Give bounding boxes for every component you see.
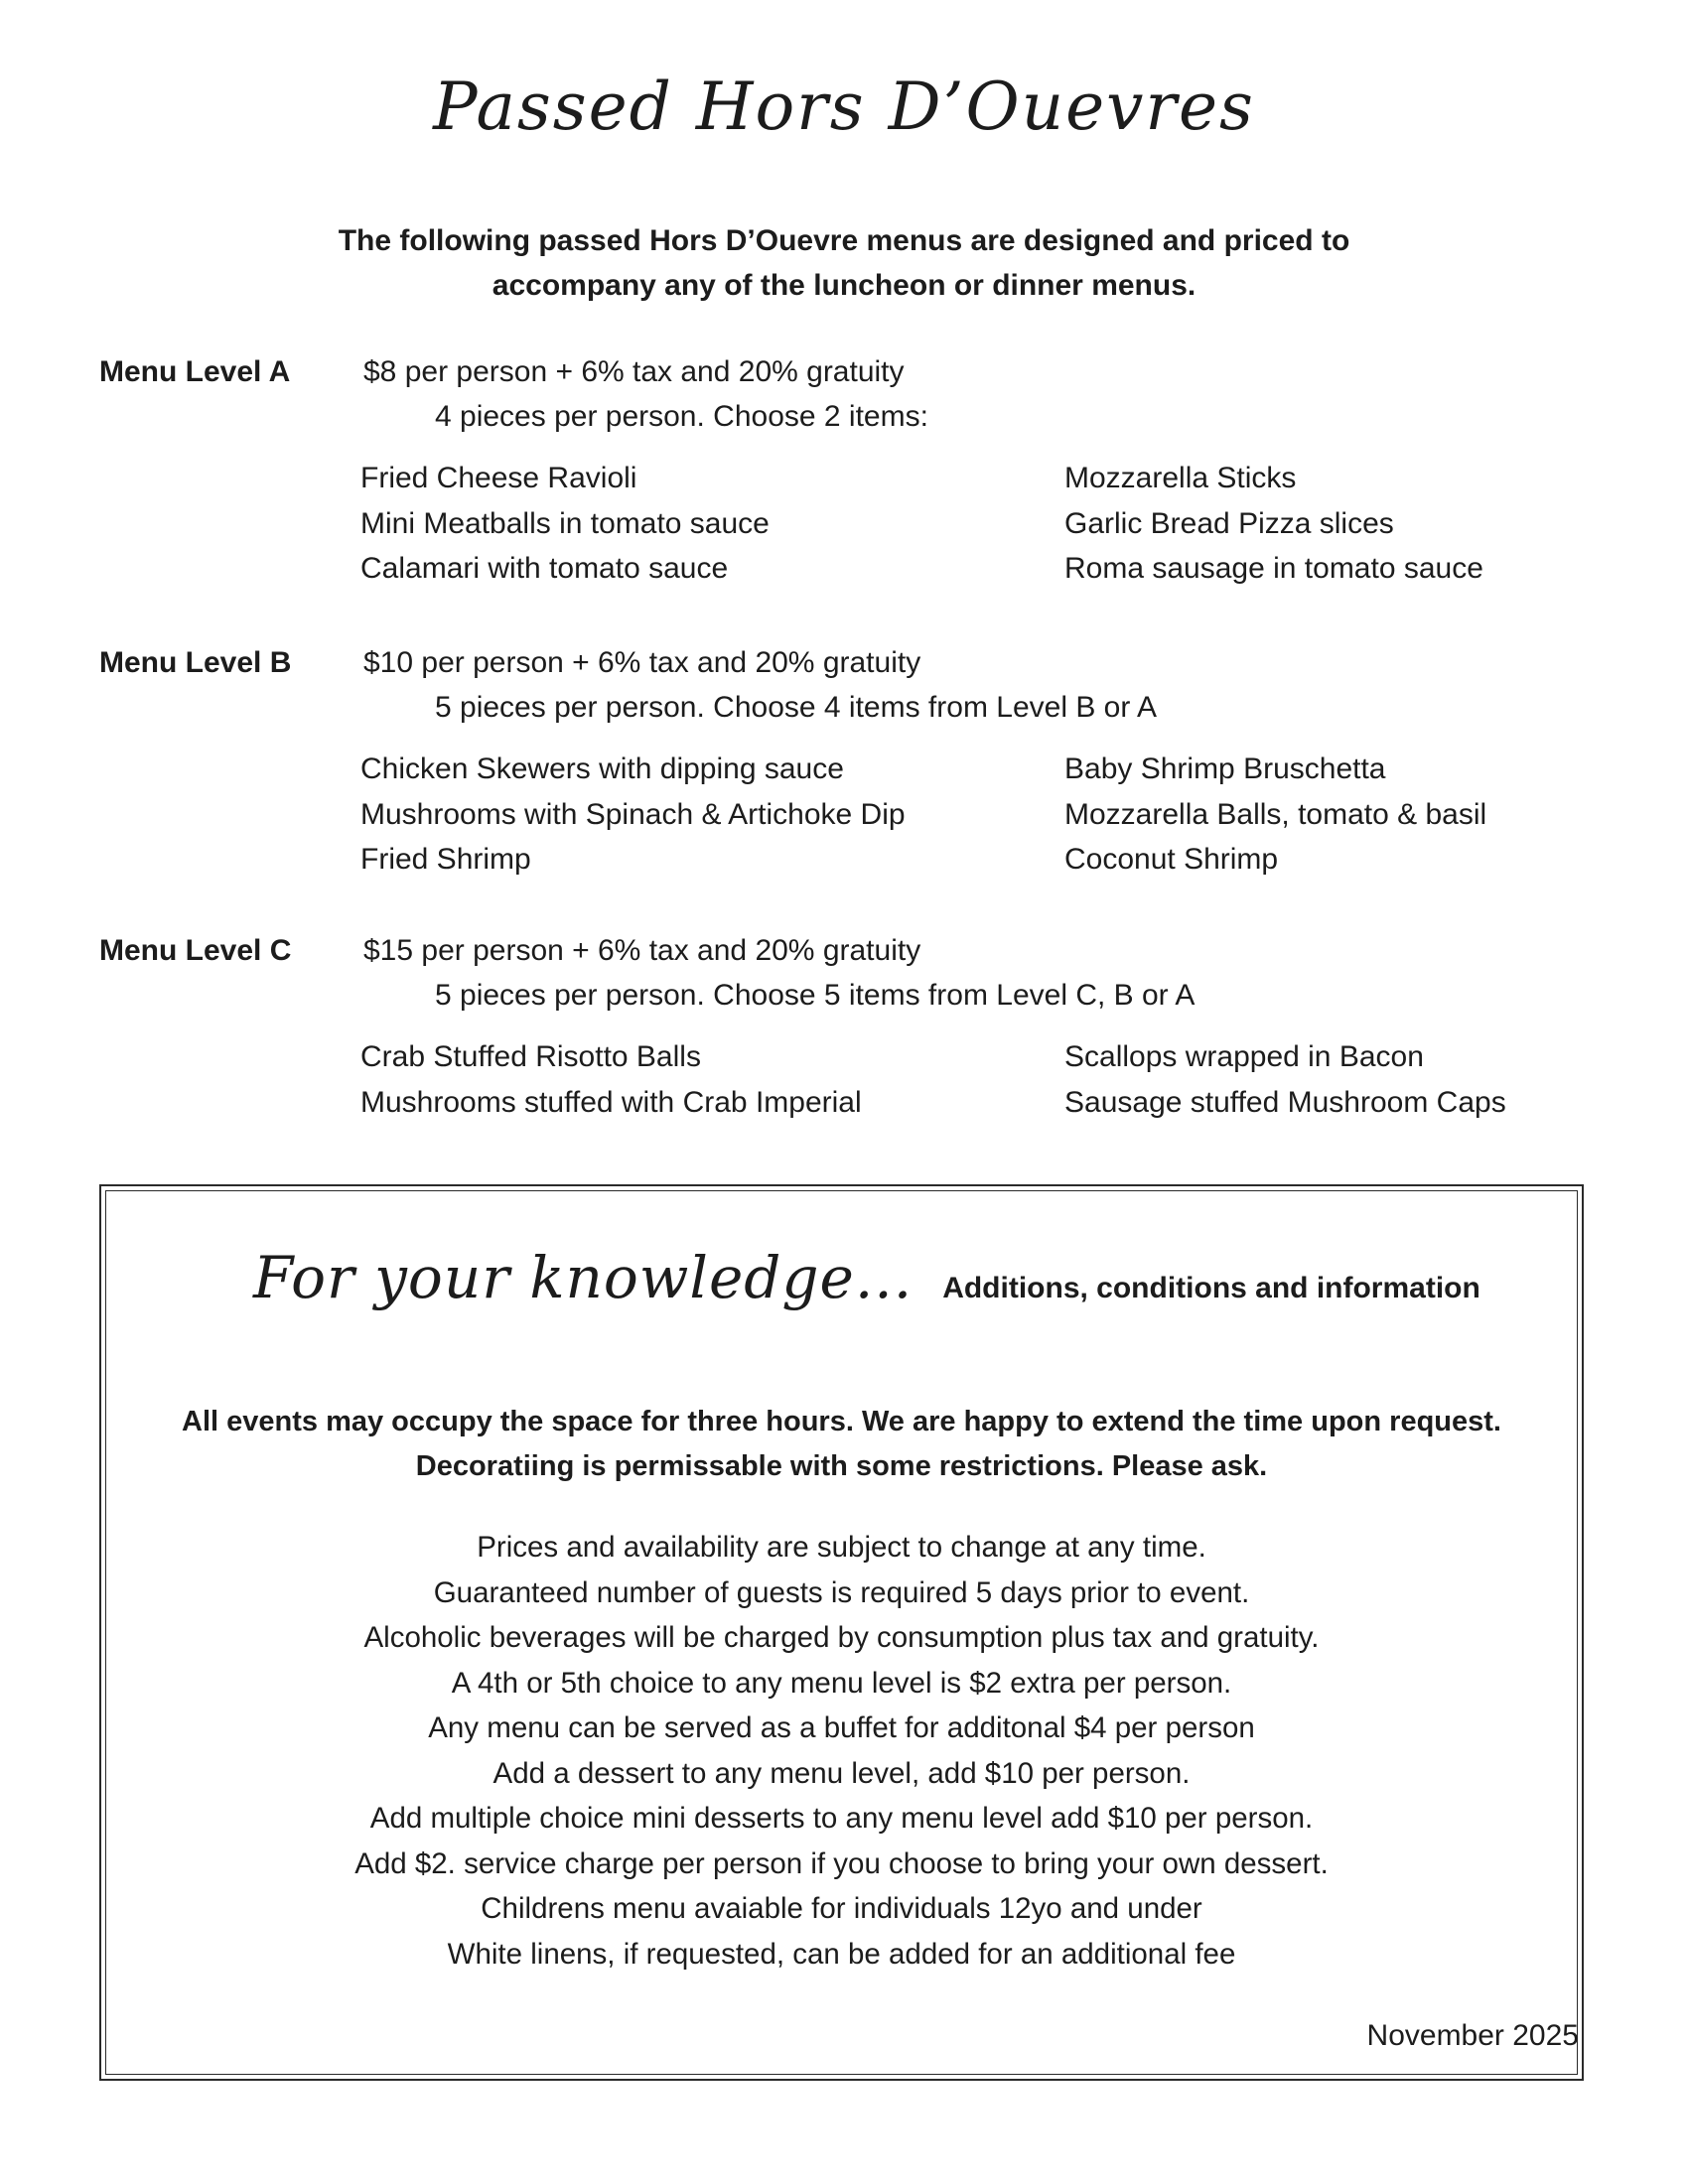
condition-line: Any menu can be served as a buffet for additonal $4 per person — [428, 1711, 1255, 1744]
condition-line: Alcoholic beverages will be charged by consumption plus tax and gratuity. — [363, 1621, 1320, 1654]
intro-line-2: accompany any of the luncheon or dinner menus. — [492, 269, 1196, 302]
page-title: Passed Hors D’Ouevres — [433, 68, 1255, 145]
menu-item: Baby Shrimp Bruschetta — [1064, 752, 1386, 785]
condition-line: White linens, if requested, can be added for an additional fee — [447, 1937, 1236, 1971]
menu-level-b-items-right — [1064, 747, 1486, 883]
menu-item: Scallops wrapped in Bacon — [1064, 1040, 1424, 1073]
menu-item: Calamari with tomato sauce — [360, 552, 729, 585]
bold-note-line-2: Decoratiing is permissable with some restrictions. Please ask. — [415, 1450, 1268, 1482]
menu-level-b-choice: 5 pieces per person. Choose 4 items from Level B or A — [435, 691, 1158, 724]
menu-level-c-price: $15 per person + 6% tax and 20% gratuity — [363, 934, 921, 967]
condition-line: Guaranteed number of guests is required 5 days prior to event. — [433, 1575, 1250, 1609]
menu-item: Mushrooms with Spinach & Artichoke Dip — [360, 797, 906, 831]
menu-item: Roma sausage in tomato sauce — [1064, 552, 1483, 585]
info-box-heading-subtitle: Additions, conditions and information — [942, 1272, 1480, 1304]
menu-item: Mushrooms stuffed with Crab Imperial — [360, 1085, 862, 1119]
intro-line-1: The following passed Hors D’Ouevre menus are designed and priced to — [338, 224, 1350, 257]
revision-date: November 2025 — [1366, 2019, 1579, 2052]
menu-item: Mozzarella Balls, tomato & basil — [1064, 797, 1487, 831]
info-box — [99, 1184, 1584, 2081]
condition-line: Add multiple choice mini desserts to any menu level add $10 per person. — [369, 1802, 1314, 1835]
menu-item: Garlic Bread Pizza slices — [1064, 506, 1394, 540]
menu-item: Sausage stuffed Mushroom Caps — [1064, 1085, 1506, 1119]
menu-level-a-price: $8 per person + 6% tax and 20% gratuity — [363, 355, 905, 388]
info-box-heading-script: For your knowledge... — [253, 1244, 914, 1311]
condition-line: Add $2. service charge per person if you choose to bring your own dessert. — [354, 1846, 1329, 1880]
intro-text — [0, 218, 1688, 308]
menu-level-c-items-right — [1064, 1034, 1506, 1125]
bold-note-line-1: All events may occupy the space for three hours. We are happy to extend the time upon request. — [182, 1406, 1501, 1437]
conditions-list — [106, 1525, 1577, 1977]
menu-level-a-choice: 4 pieces per person. Choose 2 items: — [435, 400, 928, 433]
menu-item: Fried Shrimp — [360, 843, 531, 876]
condition-line: Childrens menu avaiable for individuals 12yo and under — [481, 1892, 1202, 1925]
info-box-bold-note — [106, 1400, 1577, 1489]
menu-level-b-items-left — [360, 747, 906, 883]
menu-level-a-items-left — [360, 456, 770, 592]
menu-level-c-items-left — [360, 1034, 862, 1125]
condition-line: Prices and availability are subject to change at any time. — [477, 1531, 1206, 1564]
menu-item: Mozzarella Sticks — [1064, 462, 1297, 494]
condition-line: A 4th or 5th choice to any menu level is $2 extra per person. — [451, 1666, 1232, 1700]
menu-level-b-price: $10 per person + 6% tax and 20% gratuity — [363, 646, 921, 679]
menu-item: Crab Stuffed Risotto Balls — [360, 1040, 701, 1073]
menu-item: Fried Cheese Ravioli — [360, 462, 637, 494]
menu-item: Coconut Shrimp — [1064, 843, 1279, 876]
menu-level-a-items-right — [1064, 456, 1483, 592]
menu-level-c-label: Menu Level C — [99, 934, 292, 967]
condition-line: Add a dessert to any menu level, add $10 per person. — [492, 1756, 1191, 1790]
menu-item: Chicken Skewers with dipping sauce — [360, 752, 844, 785]
menu-level-a-label: Menu Level A — [99, 355, 291, 388]
menu-level-c-choice: 5 pieces per person. Choose 5 items from Level C, B or A — [435, 979, 1196, 1012]
menu-item: Mini Meatballs in tomato sauce — [360, 506, 770, 540]
info-box-heading — [253, 1235, 1480, 1320]
info-box-inner-border — [105, 1190, 1578, 2075]
menu-level-b-label: Menu Level B — [99, 646, 292, 679]
